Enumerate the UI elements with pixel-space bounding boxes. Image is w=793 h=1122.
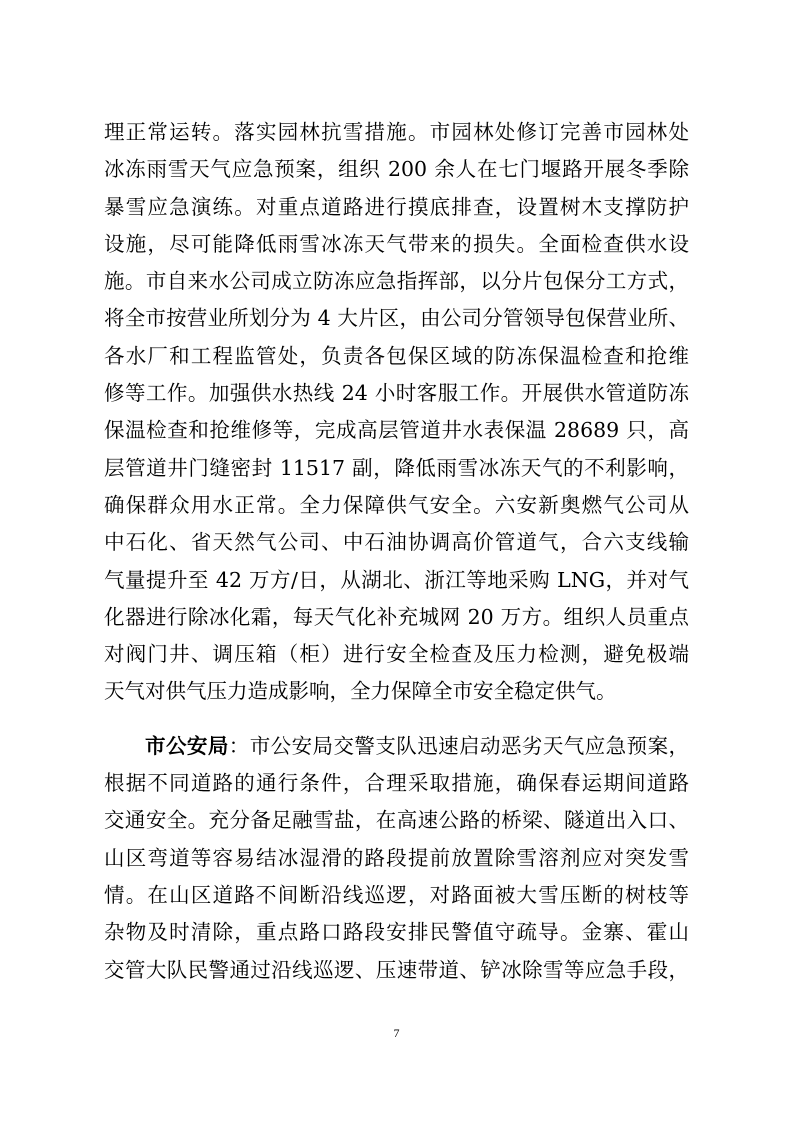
page-number: 7 <box>393 1026 400 1040</box>
text-line: 根据不同道路的通行条件，合理采取措施，确保春运期间道路 <box>104 771 689 796</box>
paragraph-spacer <box>104 711 689 728</box>
text-line: 化器进行除冰化霜，每天气化补充城网 20 万方。组织人员重点 <box>104 604 689 629</box>
text-line: 修等工作。加强供水热线 24 小时客服工作。开展供水管道防冻 <box>104 381 689 406</box>
text-line: 理正常运转。落实园林抗雪措施。市园林处修订完善市园林处 <box>104 120 689 144</box>
text-line: 中石化、省天然气公司、中石油协调高价管道气，合六支线输 <box>104 530 689 555</box>
text-line: 层管道井门缝密封 11517 副，降低雨雪冰冻天气的不利影响， <box>104 455 689 480</box>
text-line: 将全市按营业所划分为 4 大片区，由公司分管领导包保营业所、 <box>104 306 689 331</box>
text-line: 确保群众用水正常。全力保障供气安全。六安新奥燃气公司从 <box>104 492 689 517</box>
text-line: 暴雪应急演练。对重点道路进行摸底排查，设置树木支撑防护 <box>104 194 689 219</box>
section-heading: 市公安局 <box>145 733 229 758</box>
text-line: 各水厂和工程监管处，负责各包保区域的防冻保温检查和抢维 <box>104 343 689 368</box>
text-line: 交管大队民警通过沿线巡逻、压速带道、铲冰除雪等应急手段， <box>104 957 689 982</box>
text-line: 情。在山区道路不间断沿线巡逻，对路面被大雪压断的树枝等 <box>104 882 689 907</box>
text-line: 保温检查和抢维修等，完成高层管道井水表保温 28689 只，高 <box>104 418 689 443</box>
text-line: 山区弯道等容易结冰湿滑的路段提前放置除雪溶剂应对突发雪 <box>104 845 689 870</box>
text-line: 冰冻雨雪天气应急预案，组织 200 余人在七门堰路开展冬季除 <box>104 157 689 182</box>
paragraph-first-line <box>104 728 689 765</box>
text-line: 交通安全。充分备足融雪盐，在高速公路的桥梁、隧道出入口、 <box>104 808 689 833</box>
text-line: 气量提升至 42 万方/日，从湖北、浙江等地采购 LNG，并对气 <box>104 567 689 592</box>
text-line: 天气对供气压力造成影响，全力保障全市安全稳定供气。 <box>104 679 617 704</box>
text-run: ：市公安局交警支队迅速启动恶劣天气应急预案， <box>228 733 690 758</box>
text-line: 杂物及时清除，重点路口路段安排民警值守疏导。金寨、霍山 <box>104 920 689 945</box>
text-line: 施。市自来水公司成立防冻应急指挥部，以分片包保分工方式， <box>104 269 689 294</box>
body-text <box>104 114 689 989</box>
paragraph-utilities <box>104 114 689 711</box>
text-line: 设施，尽可能降低雨雪冰冻天气带来的损失。全面检查供水设 <box>104 231 689 256</box>
text-line: 对阀门井、调压箱（柜）进行安全检查及压力检测，避免极端 <box>104 642 689 667</box>
paragraph-public-security <box>104 728 689 989</box>
